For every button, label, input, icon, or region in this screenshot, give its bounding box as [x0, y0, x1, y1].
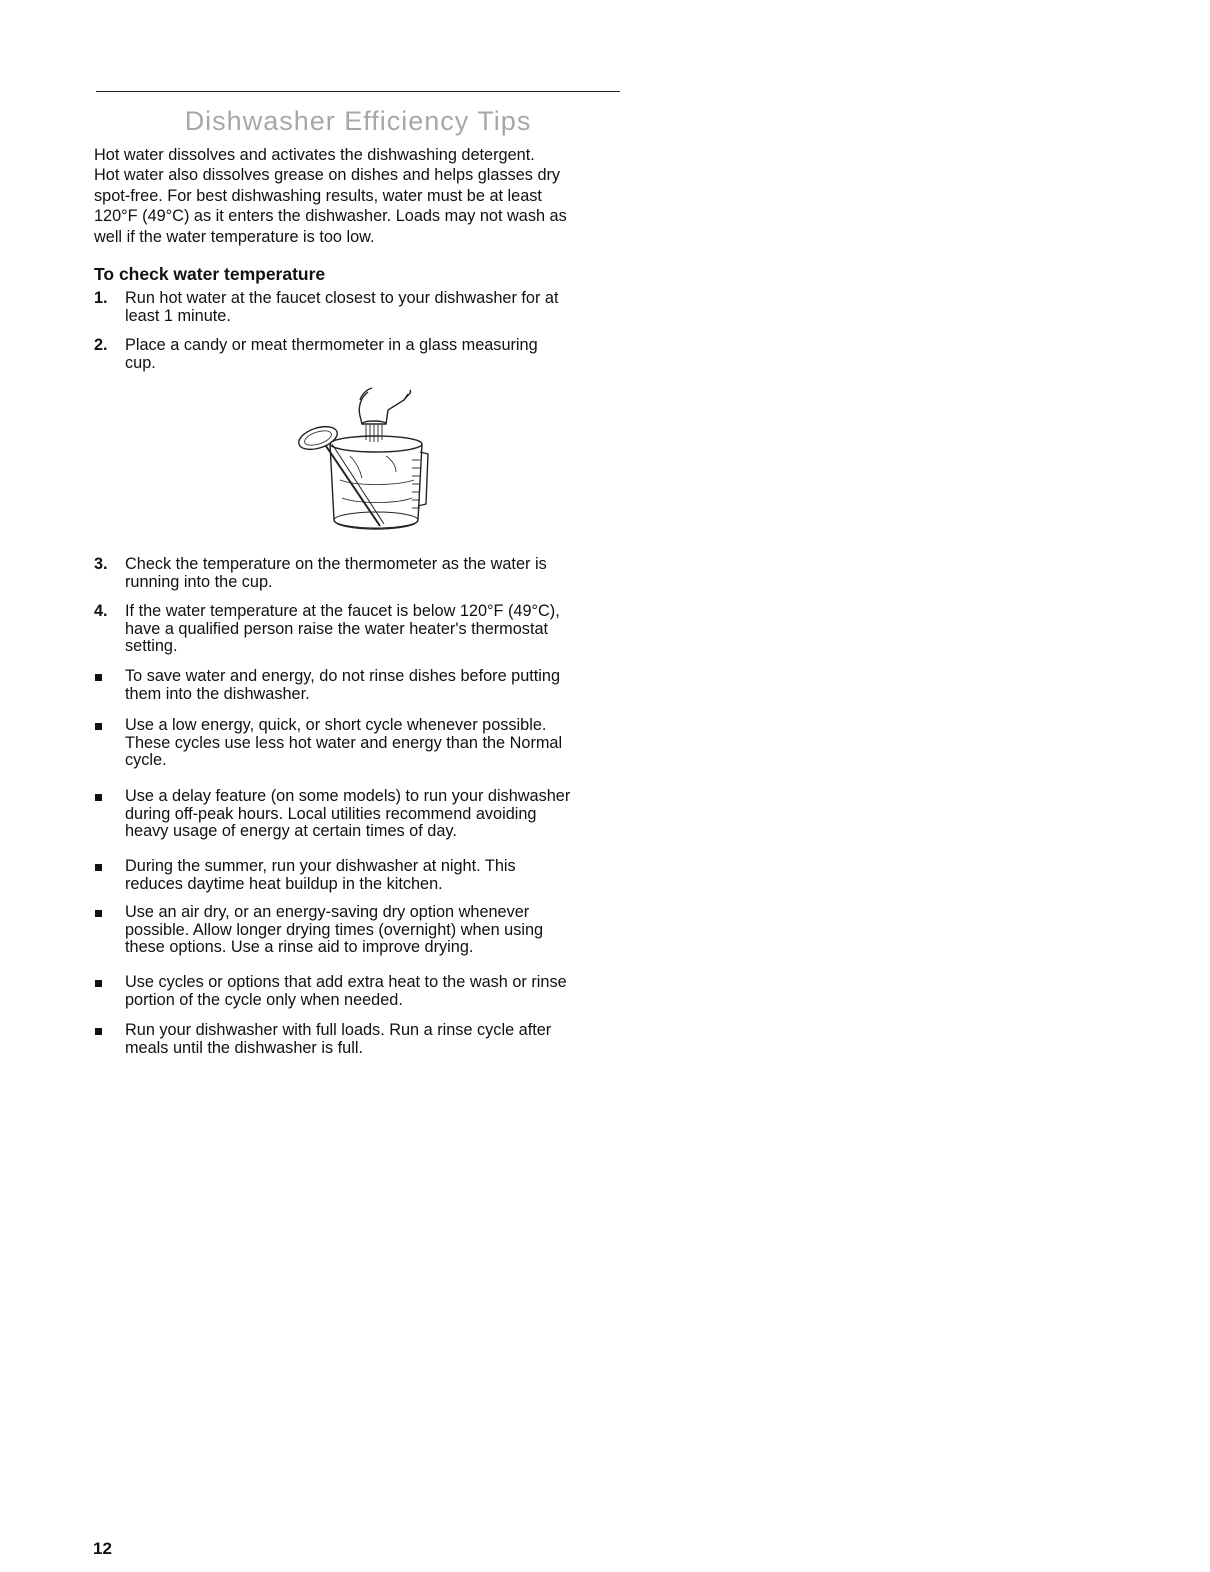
tip-text	[125, 668, 624, 703]
step-line: have a qualified person raise the water heater's thermostat	[125, 619, 549, 638]
tip-text	[125, 974, 624, 1009]
tip-line: Use cycles or options that add extra heat to the wash or rinse	[125, 973, 567, 991]
step-line: running into the cup.	[125, 572, 273, 591]
measuring-cup-thermometer-faucet-illustration	[296, 380, 436, 540]
step-number: 2.	[94, 336, 108, 354]
tip-text	[125, 858, 624, 893]
tip-line: during off-peak hours. Local utilities recommend avoiding	[125, 804, 537, 823]
tip-line: reduces daytime heat buildup in the kitchen.	[125, 874, 443, 893]
step-item	[94, 337, 624, 372]
step-number: 3.	[94, 555, 108, 573]
tip-line: Use a delay feature (on some models) to run your dishwasher	[125, 787, 571, 805]
square-bullet-icon	[95, 980, 102, 987]
tip-item	[94, 788, 624, 841]
step-text	[125, 556, 624, 591]
intro-line: Hot water dissolves and activates the dishwashing detergent.	[94, 146, 535, 164]
square-bullet-icon	[95, 794, 102, 801]
intro-line: well if the water temperature is too low.	[94, 227, 375, 246]
tip-item	[94, 1022, 624, 1057]
intro-paragraph	[94, 145, 624, 247]
step-number: 4.	[94, 602, 108, 620]
tip-line: heavy usage of energy at certain times of day.	[125, 822, 457, 841]
step-line: Run hot water at the faucet closest to your dishwasher for at	[125, 289, 559, 307]
tip-line: These cycles use less hot water and energy than the Normal	[125, 733, 563, 752]
check-temperature-heading: To check water temperature	[94, 264, 326, 284]
step-number: 1.	[94, 289, 108, 307]
step-item	[94, 290, 624, 325]
tip-item	[94, 717, 624, 770]
square-bullet-icon	[95, 910, 102, 917]
tip-text	[125, 904, 624, 957]
tip-item	[94, 974, 624, 1009]
tip-item	[94, 668, 624, 703]
square-bullet-icon	[95, 1028, 102, 1035]
step-line: Place a candy or meat thermometer in a glass measuring	[125, 336, 538, 354]
section-divider	[96, 91, 620, 92]
step-item	[94, 603, 624, 656]
step-line: setting.	[125, 637, 178, 656]
faucet-icon	[359, 392, 408, 424]
step-item	[94, 556, 624, 591]
step-text	[125, 603, 624, 656]
tip-line: Use an air dry, or an energy-saving dry option whenever	[125, 903, 530, 921]
tip-text	[125, 788, 624, 841]
square-bullet-icon	[95, 864, 102, 871]
intro-line: Hot water also dissolves grease on dishes and helps glasses dry	[94, 166, 561, 185]
tip-line: Use a low energy, quick, or short cycle whenever possible.	[125, 716, 547, 734]
tip-text	[125, 1022, 624, 1057]
step-line: Check the temperature on the thermometer as the water is	[125, 555, 547, 573]
tip-item	[94, 858, 624, 893]
tip-line: During the summer, run your dishwasher at night. This	[125, 857, 516, 875]
step-line: cup.	[125, 353, 156, 372]
square-bullet-icon	[95, 723, 102, 730]
step-line: least 1 minute.	[125, 306, 231, 325]
step-text	[125, 290, 624, 325]
section-title: Dishwasher Efficiency Tips	[184, 106, 532, 136]
tip-line: these options. Use a rinse aid to improve drying.	[125, 938, 474, 957]
thermometer-dial-icon	[296, 422, 340, 453]
tip-line: cycle.	[125, 751, 167, 770]
square-bullet-icon	[95, 674, 102, 681]
tip-line: meals until the dishwasher is full.	[125, 1038, 363, 1057]
tip-line: possible. Allow longer drying times (overnight) when using	[125, 920, 544, 939]
tip-text	[125, 717, 624, 770]
tip-line: them into the dishwasher.	[125, 684, 310, 703]
step-text	[125, 337, 624, 372]
tip-line: To save water and energy, do not rinse dishes before putting	[125, 667, 561, 685]
tip-item	[94, 904, 624, 957]
page-number: 12	[93, 1539, 112, 1558]
intro-line: 120°F (49°C) as it enters the dishwasher. Loads may not wash as	[94, 207, 567, 226]
tip-line: Run your dishwasher with full loads. Run a rinse cycle after	[125, 1021, 552, 1039]
intro-line: spot-free. For best dishwashing results, water must be at least	[94, 186, 542, 205]
tip-line: portion of the cycle only when needed.	[125, 990, 403, 1009]
step-line: If the water temperature at the faucet is below 120°F (49°C),	[125, 602, 560, 620]
